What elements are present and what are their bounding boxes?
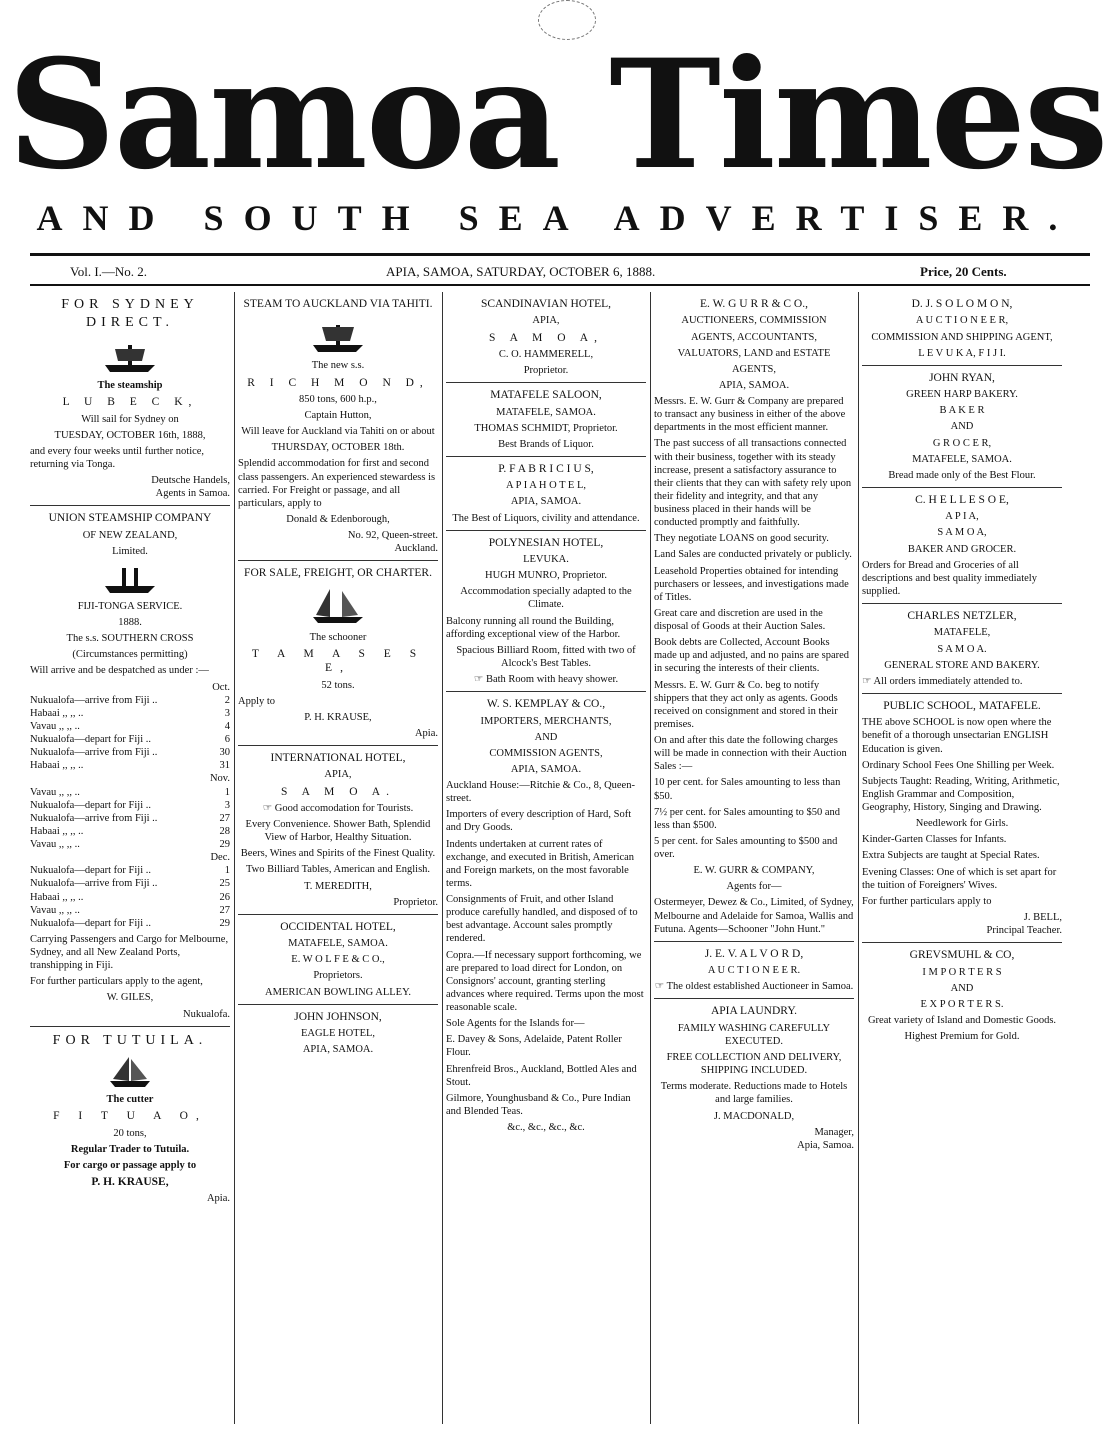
ad-heading: APIA LAUNDRY. xyxy=(710,1005,798,1018)
schedule-day: 31 xyxy=(219,760,230,772)
ad-text: Agents for— xyxy=(726,881,782,893)
ad-text: VALUATORS, LAND and ESTATE xyxy=(677,347,831,359)
schedule-november xyxy=(30,786,230,852)
ad-text: A P I A, xyxy=(945,511,979,523)
schedule-port: Nukualofa—arrive from Fiji .. xyxy=(30,694,158,706)
pointing-hand-icon: ☞ xyxy=(473,674,486,685)
schedule-december xyxy=(30,864,230,930)
ad-occidental-hotel xyxy=(238,920,438,999)
schedule-port: Vavau ,, ,, .. xyxy=(30,720,80,732)
ad-text: AUCTIONEERS, COMMISSION xyxy=(681,315,827,327)
ad-text: Messrs. E. W. Gurr & Co. beg to notify shippers that they act only as agents. Goods received on consignment and stored in their premises. xyxy=(654,679,838,730)
ad-kemplay xyxy=(446,697,646,1134)
ad-heading: FOR SALE, FREIGHT, OR CHARTER. xyxy=(244,567,432,580)
schedule-day: 3 xyxy=(224,707,230,719)
ad-text: Apply to xyxy=(238,695,276,707)
column-divider xyxy=(442,292,443,1424)
ad-international-hotel xyxy=(238,751,438,909)
ad-text: Importers of every description of Hard, Soft and Dry Goods. xyxy=(446,809,632,834)
schedule-row xyxy=(30,825,230,838)
ad-text: AGENTS, xyxy=(731,363,777,375)
ad-grevsmuhl xyxy=(862,948,1062,1043)
schedule-port: Vavau ,, ,, .. xyxy=(30,839,80,850)
ad-text: Great care and discretion are used in the disposal of Goods at their Auction Sales. xyxy=(654,607,826,632)
schedule-day: 6 xyxy=(224,734,230,745)
ad-text: The Best of Liquors, civility and attendance. xyxy=(452,512,640,524)
ad-text: S A M O A, xyxy=(937,527,987,539)
ad-text: Balcony running all round the Building, affording exceptional view of the Harbor. xyxy=(446,615,621,640)
schedule-row xyxy=(30,838,230,851)
schedule-port: Habaai ,, ,, .. xyxy=(30,760,84,772)
ad-separator xyxy=(446,456,646,457)
ad-text: All orders immediately attended to. xyxy=(873,675,1023,687)
schedule-day: 30 xyxy=(219,747,230,759)
ad-separator xyxy=(238,745,438,746)
ad-heading: POLYNESIAN HOTEL, xyxy=(488,536,604,549)
ad-separator xyxy=(238,560,438,561)
ad-text: MATAFELE, SAMOA. xyxy=(912,453,1012,465)
ad-text: Carrying Passengers and Cargo for Melbourne, Sydney, and all New Zealand Ports, transhipping in Fiji. xyxy=(30,933,229,972)
ad-text: A P I A H O T E L, xyxy=(505,480,587,492)
ad-text: AND xyxy=(534,731,558,743)
schedule-row xyxy=(30,759,230,772)
ad-text: Great variety of Island and Domestic Goods. xyxy=(867,1014,1057,1026)
ship-name: R I C H M O N D, xyxy=(247,376,429,389)
ad-text: (Circumstances permitting) xyxy=(72,649,188,661)
schedule-day: 1 xyxy=(224,865,230,877)
ad-text: APIA, SAMOA. xyxy=(510,763,582,775)
ad-separator xyxy=(862,693,1062,694)
ad-steam-to-auckland xyxy=(238,297,438,555)
company-name: E. W. GURR & COMPANY, xyxy=(693,865,815,877)
ad-line xyxy=(238,802,438,815)
masthead-rule-bottom xyxy=(30,284,1090,286)
ad-text: &c., &c., &c., &c. xyxy=(507,1122,585,1133)
ad-text: E X P O R T E R S. xyxy=(920,998,1004,1010)
ad-text: MATAFELE, xyxy=(933,627,991,639)
ad-text: A U C T I O N E E R, xyxy=(915,315,1009,327)
ad-heading: STEAM TO AUCKLAND VIA TAHITI. xyxy=(243,298,433,310)
ad-heading: INTERNATIONAL HOTEL, xyxy=(270,752,406,764)
schedule-day: 1 xyxy=(224,786,230,798)
ad-heading: P. F A B R I C I U S, xyxy=(498,462,594,475)
masthead xyxy=(0,0,1114,250)
newspaper-title: Samoa Times xyxy=(7,27,1107,203)
ad-separator xyxy=(862,942,1062,943)
ad-text: GREEN HARP BAKERY. xyxy=(906,389,1018,401)
ad-text: On and after this date the following charges will be made in connection with their Auction Sales :— xyxy=(654,735,847,773)
ad-heading: FOR TUTUILA. xyxy=(52,1032,208,1048)
ad-text: Beers, Wines and Spirits of the Finest Quality. xyxy=(240,848,436,860)
pointing-hand-icon: ☞ xyxy=(654,981,667,993)
ad-text: Sole Agents for the Islands for— xyxy=(446,1018,585,1030)
schedule-port: Habaai ,, ,, .. xyxy=(30,707,84,719)
schedule-day: 27 xyxy=(219,812,230,824)
ad-text: AGENTS, ACCOUNTANTS, xyxy=(690,331,818,343)
ad-polynesian-hotel xyxy=(446,536,646,687)
ad-text: Consignments of Fruit, and other Island produce carefully handled, and disposed of to best advantage. Account sales promptly rendered. xyxy=(446,894,638,945)
ad-text: 850 tons, 600 h.p., xyxy=(299,393,377,405)
agent-place: Agents in Samoa. xyxy=(155,488,230,500)
ad-text: Bath Room with heavy shower. xyxy=(485,674,619,685)
ad-text: Apia, Samoa. xyxy=(797,1139,854,1151)
ship-name: T A M A S E S E, xyxy=(251,647,425,675)
ad-line xyxy=(446,673,646,686)
ad-text: Ordinary School Fees One Shilling per Week. xyxy=(862,759,1055,771)
schedule-row xyxy=(30,733,230,746)
ad-text: Will arrive and be despatched as under :— xyxy=(30,665,209,677)
ad-text: They negotiate LOANS on good security. xyxy=(654,533,829,545)
ship-name: L U B E C K, xyxy=(62,396,198,409)
ad-heading: JOHN JOHNSON, xyxy=(294,1010,382,1023)
ad-text: COMMISSION AND SHIPPING AGENT, xyxy=(871,331,1053,343)
ad-text: AMERICAN BOWLING ALLEY. xyxy=(265,986,411,998)
ad-text: GENERAL STORE AND BAKERY. xyxy=(884,659,1040,671)
ad-text: Ostermeyer, Dewez & Co., Limited, of Sydney, Melbourne and Adelaide for Samoa, Wallis and Futuna. Agents—Schooner "John Hunt." xyxy=(654,897,854,935)
ad-separator xyxy=(30,505,230,506)
ad-tutuila xyxy=(30,1032,230,1206)
sailing-ship-icon xyxy=(308,585,368,627)
pointing-hand-icon: ☞ xyxy=(262,802,275,814)
ad-text: S A M O A. xyxy=(280,785,395,798)
ad-separator xyxy=(862,365,1062,366)
agent-address: No. 92, Queen-street. xyxy=(347,530,438,541)
ad-heading: C. H E L L E S O E, xyxy=(915,493,1009,506)
ad-john-johnson xyxy=(238,1010,438,1057)
schedule-day: 29 xyxy=(219,839,230,850)
ad-text: Subjects Taught: Reading, Writing, Arithmetic, English Grammar and Composition, Geography, History, Singing and Drawing. xyxy=(862,775,1060,813)
rate-item: 5 per cent. for Sales amounting to $500 and over. xyxy=(654,835,838,860)
ad-separator xyxy=(446,691,646,692)
steamship-icon xyxy=(100,562,160,596)
ad-heading: CHARLES NETZLER, xyxy=(907,610,1017,622)
ad-text: Bread made only of the Best Flour. xyxy=(888,469,1036,481)
ad-text: Captain Hutton, xyxy=(304,410,372,421)
column-4 xyxy=(654,294,854,1424)
ad-text: Principal Teacher. xyxy=(986,925,1062,936)
ad-text: 52 tons. xyxy=(321,679,355,691)
ad-text: OF NEW ZEALAND, xyxy=(82,529,178,541)
ad-matafele-saloon xyxy=(446,388,646,451)
ad-text: Good accomodation for Tourists. xyxy=(274,802,414,814)
ad-text: Limited. xyxy=(112,545,148,557)
ad-netzler xyxy=(862,609,1062,688)
newspaper-subtitle: AND SOUTH SEA ADVERTISER. xyxy=(36,198,1078,238)
ad-text: Copra.—If necessary support forthcoming, we are prepared to load direct for London, on Consignors' account, granting sterling advances where required. Terms upon the most reasonable scale. xyxy=(446,949,644,1013)
ad-text: Will sail for Sydney on xyxy=(81,413,179,425)
ad-text: IMPORTERS, MERCHANTS, xyxy=(480,715,612,727)
rate-item: 10 per cent. for Sales amounting to less than $50. xyxy=(654,777,841,802)
ad-text: LEVUKA. xyxy=(523,554,569,565)
ad-text: Evening Classes: One of which is set apart for the tuition of Foreigners' Wives. xyxy=(862,866,1057,891)
column-5 xyxy=(862,294,1062,1424)
ad-text: COMMISSION AGENTS, xyxy=(489,747,603,759)
schedule-row xyxy=(30,891,230,904)
ad-text: Leasehold Properties obtained for intending purchasers or lessees, and investigations made of Titles. xyxy=(654,565,849,603)
ad-text: Gilmore, Younghusband & Co., Pure Indian and Blended Teas. xyxy=(446,1092,631,1117)
schedule-row xyxy=(30,707,230,720)
ad-text: S A M O A, xyxy=(488,331,603,344)
ad-text: For further particulars apply to xyxy=(862,895,992,907)
masthead-rule-top xyxy=(30,253,1090,256)
ad-heading: JOHN RYAN, xyxy=(929,371,995,384)
schedule-day: 4 xyxy=(224,720,230,732)
steamship-icon xyxy=(308,315,368,355)
proprietor-name: T. MEREDITH, xyxy=(304,880,372,892)
ad-line xyxy=(862,675,1062,688)
schedule-port: Nukualofa—arrive from Fiji .. xyxy=(30,878,158,890)
ad-for-sale-charter xyxy=(238,566,438,740)
schedule-row xyxy=(30,877,230,890)
steamship-icon xyxy=(100,335,160,375)
ad-text: MATAFELE, SAMOA. xyxy=(288,938,388,950)
schedule-port: Habaai ,, ,, .. xyxy=(30,825,84,837)
schedule-port: Nukualofa—depart for Fiji .. xyxy=(30,799,152,811)
sailing-ship-icon xyxy=(105,1053,155,1089)
column-2 xyxy=(238,294,438,1424)
ad-text: Spacious Billiard Room, fitted with two of Alcock's Best Tables. xyxy=(456,644,636,669)
ad-text: E. Davey & Sons, Adelaide, Patent Roller Flour. xyxy=(446,1034,622,1059)
ad-text: The cutter xyxy=(106,1094,154,1106)
issue-price: Price, 20 Cents. xyxy=(920,264,1007,279)
ad-text: Splendid accommodation for first and second class passengers. An experienced stewardess is carried. For Freight or passage, and all particulars, apply to xyxy=(238,458,436,509)
ad-text: The steamship xyxy=(97,380,163,391)
ad-text: MATAFELE, SAMOA. xyxy=(496,406,596,418)
column-divider xyxy=(234,292,235,1424)
ad-text: BAKER AND GROCER. xyxy=(907,543,1017,555)
ad-text: Needlework for Girls. xyxy=(915,818,1009,830)
column-3 xyxy=(446,294,646,1424)
proprietor-name: E. W O L F E & C O., xyxy=(291,954,385,966)
ad-text: FREE COLLECTION AND DELIVERY, SHIPPING INCLUDED. xyxy=(666,1052,842,1077)
ad-text: A U C T I O N E E R. xyxy=(707,965,801,977)
ad-text: I M P O R T E R S xyxy=(922,966,1002,978)
pointing-hand-icon: ☞ xyxy=(862,675,874,687)
schedule-row xyxy=(30,786,230,799)
ad-text: Auckland House:—Ritchie & Co., 8, Queen-street. xyxy=(446,780,635,805)
month-label: Nov. xyxy=(209,773,230,785)
agent-place: Auckland. xyxy=(394,543,438,555)
ad-text: Regular Trader to Tutuila. xyxy=(70,1143,190,1155)
ad-text: 20 tons, xyxy=(113,1127,147,1139)
ad-text: Ehrenfreid Bros., Auckland, Bottled Ales and Stout. xyxy=(446,1063,637,1088)
ad-gurr xyxy=(654,297,854,936)
ad-separator xyxy=(238,1004,438,1005)
schedule-day: 2 xyxy=(224,694,230,706)
ad-heading: J. E. V. A L V O R D, xyxy=(704,947,804,960)
month-label: Dec. xyxy=(210,852,230,864)
agent-place: Apia. xyxy=(206,1193,230,1205)
ad-public-school xyxy=(862,699,1062,937)
ad-text: Indents undertaken at current rates of exchange, and executed in British, American and Foreign markets, on the most favorable terms. xyxy=(446,838,635,889)
ad-text: Extra Subjects are taught at Special Rates. xyxy=(862,850,1040,862)
schedule-port: Nukualofa—arrive from Fiji .. xyxy=(30,747,158,759)
schedule-row xyxy=(30,812,230,825)
proprietor-name: C. O. HAMMERELL, xyxy=(498,348,594,360)
agent-place: Nukualofa. xyxy=(183,1008,230,1020)
ad-text: FIJI-TONGA SERVICE. xyxy=(77,600,183,612)
ad-text: G R O C E R, xyxy=(932,437,992,449)
ad-separator xyxy=(446,530,646,531)
ad-heading: OCCIDENTAL HOTEL, xyxy=(280,920,396,933)
schedule-october xyxy=(30,694,230,773)
ad-text: Book debts are Collected, Account Books made up and adjusted, and no pains are spared in securing the interests of their clients. xyxy=(654,637,850,675)
volume-number: Vol. I.—No. 2. xyxy=(70,264,148,279)
ad-union-steamship xyxy=(30,511,230,1020)
sailing-date: TUESDAY, OCTOBER 16th, 1888, xyxy=(54,429,206,441)
ad-text: For further particulars apply to the agent, xyxy=(30,976,203,988)
issue-date: APIA, SAMOA, SATURDAY, OCTOBER 6, 1888. xyxy=(386,264,656,279)
ad-text: Kinder-Garten Classes for Infants. xyxy=(862,834,1007,846)
teacher-name: J. BELL, xyxy=(1023,911,1062,923)
ad-separator xyxy=(238,914,438,915)
ad-text: FAMILY WASHING CAREFULLY EXECUTED. xyxy=(677,1022,831,1047)
ad-john-ryan xyxy=(862,371,1062,482)
ad-heading: MATAFELE SALOON, xyxy=(490,389,602,402)
ad-hellesoe xyxy=(862,493,1062,598)
ship-name: The s.s. SOUTHERN CROSS xyxy=(66,633,194,645)
column-divider xyxy=(858,292,859,1424)
agent-place: Apia. xyxy=(414,727,438,739)
schedule-port: Nukualofa—depart for Fiji .. xyxy=(30,734,152,745)
schedule-row xyxy=(30,799,230,812)
schedule-port: Nukualofa—arrive from Fiji .. xyxy=(30,812,158,824)
ad-text: Best Brands of Liquor. xyxy=(498,438,594,450)
ad-text: APIA, xyxy=(324,769,352,781)
sailing-date: THURSDAY, OCTOBER 18th. xyxy=(271,442,405,454)
ad-text: For cargo or passage apply to xyxy=(63,1159,197,1171)
rate-item: 7½ per cent. for Sales amounting to $50 and less than $500. xyxy=(654,806,841,831)
ship-name: F I T U A O, xyxy=(53,1110,207,1123)
proprietor-name: THOMAS SCHMIDT, Proprietor. xyxy=(474,422,618,434)
column-1 xyxy=(30,294,230,1424)
ad-text: Orders for Bread and Groceries of all descriptions and best quality immediately supplied. xyxy=(862,559,1037,597)
schedule-row xyxy=(30,904,230,917)
ad-alvord xyxy=(654,947,854,994)
ad-heading: FOR SYDNEY DIRECT. xyxy=(61,297,199,330)
schedule-day: 27 xyxy=(219,904,230,916)
ad-text: Will leave for Auckland via Tahiti on or about xyxy=(241,426,435,438)
ad-heading: D. J. S O L O M O N, xyxy=(911,298,1013,310)
ad-text: The new s.s. xyxy=(311,360,365,372)
proprietor-name: J. MACDONALD, xyxy=(713,1110,795,1122)
ad-text: THE above SCHOOL is now open where the benefit of a thorough unsectarian ENGLISH Education is given. xyxy=(862,717,1052,755)
ad-text: Land Sales are conducted privately or publicly. xyxy=(654,549,852,561)
proprietor-name: HUGH MUNRO, Proprietor. xyxy=(485,570,607,582)
schedule-day: 28 xyxy=(219,825,230,837)
schedule-row xyxy=(30,720,230,733)
ad-text: and every four weeks until further notice, returning via Tonga. xyxy=(30,445,205,470)
schedule-day: 3 xyxy=(224,799,230,811)
schedule-port: Nukualofa—depart for Fiji .. xyxy=(30,917,152,929)
ad-text: Messrs. E. W. Gurr & Company are prepared to transact any business in either of the above departments in the most efficient manner. xyxy=(654,396,846,434)
ad-heading: E. W. G U R R & C O., xyxy=(700,298,808,310)
agent-name: Deutsche Handels, xyxy=(151,475,230,486)
schedule-port: Nukualofa—depart for Fiji .. xyxy=(30,865,152,877)
ad-text: APIA, xyxy=(532,315,560,327)
ad-text: 1888. xyxy=(118,617,142,628)
schedule-day: 29 xyxy=(219,917,230,929)
schedule-row xyxy=(30,746,230,759)
ad-separator xyxy=(654,998,854,999)
ad-heading: PUBLIC SCHOOL, MATAFELE. xyxy=(883,699,1041,712)
ad-text: L E V U K A, F I J I. xyxy=(918,347,1006,359)
ad-text: Two Billiard Tables, American and English. xyxy=(245,864,431,876)
ad-apia-laundry xyxy=(654,1004,854,1152)
ad-heading: W. S. KEMPLAY & CO., xyxy=(486,698,606,711)
ad-heading: UNION STEAMSHIP COMPANY xyxy=(48,512,212,525)
schedule-port: Habaai ,, ,, .. xyxy=(30,891,84,903)
ad-text: Proprietor. xyxy=(523,365,569,376)
agent-name: Donald & Edenborough, xyxy=(286,513,390,525)
schedule-row xyxy=(30,864,230,877)
ad-text: APIA, SAMOA. xyxy=(510,496,582,508)
ad-text: Accommodation specially adapted to the Climate. xyxy=(460,586,632,611)
ad-text: AND xyxy=(950,421,974,433)
ad-text: B A K E R xyxy=(939,405,985,417)
ad-line xyxy=(654,980,854,993)
ad-fabricius xyxy=(446,462,646,525)
schedule-day: 25 xyxy=(219,878,230,890)
ad-text: The past success of all transactions connected with their business, together with its steady increase, present a satisfactory assurance to their clients that they can with safety rely upon their fidelity and integrity, and that any business placed in their hands will be conducted promptly and faithfully. xyxy=(654,438,852,529)
ad-text: Proprietor. xyxy=(393,896,438,908)
ad-text: Highest Premium for Gold. xyxy=(904,1031,1020,1042)
agent-name: P. H. KRAUSE, xyxy=(91,1176,169,1188)
ad-text: APIA, SAMOA. xyxy=(302,1044,374,1056)
schedule-row xyxy=(30,694,230,707)
ad-text: Proprietors. xyxy=(313,970,363,982)
ad-text: EAGLE HOTEL, xyxy=(300,1028,376,1039)
ad-text: The oldest established Auctioneer in Samoa. xyxy=(666,981,854,993)
ad-text: Manager, xyxy=(814,1126,854,1138)
ad-separator xyxy=(654,941,854,942)
column-divider xyxy=(650,292,651,1424)
schedule-day: 26 xyxy=(219,891,230,903)
ad-text: AND xyxy=(950,982,974,994)
ad-solomon xyxy=(862,297,1062,360)
schedule-row xyxy=(30,917,230,930)
schedule-port: Vavau ,, ,, .. xyxy=(30,786,80,798)
ad-text: The schooner xyxy=(309,631,367,643)
ad-text: Every Convenience. Shower Bath, Splendid View of Harbor, Healthy Situation. xyxy=(245,819,431,844)
ad-separator xyxy=(862,487,1062,488)
ad-heading: SCANDINAVIAN HOTEL, xyxy=(480,298,612,310)
ad-heading: GREVSMUHL & CO, xyxy=(909,949,1015,962)
agent-name: W. GILES, xyxy=(106,992,154,1004)
ad-separator xyxy=(862,603,1062,604)
month-label: Oct. xyxy=(212,681,230,693)
ad-text: Terms moderate. Reductions made to Hotels and large families. xyxy=(660,1081,848,1106)
ad-scandinavian-hotel xyxy=(446,297,646,377)
agent-name: P. H. KRAUSE, xyxy=(304,711,372,723)
ad-text: S A M O A. xyxy=(937,643,987,655)
ad-separator xyxy=(446,382,646,383)
ad-text: APIA, SAMOA. xyxy=(718,379,790,391)
schedule-port: Vavau ,, ,, .. xyxy=(30,904,80,916)
ad-separator xyxy=(30,1026,230,1027)
ad-sydney-direct xyxy=(30,296,230,500)
